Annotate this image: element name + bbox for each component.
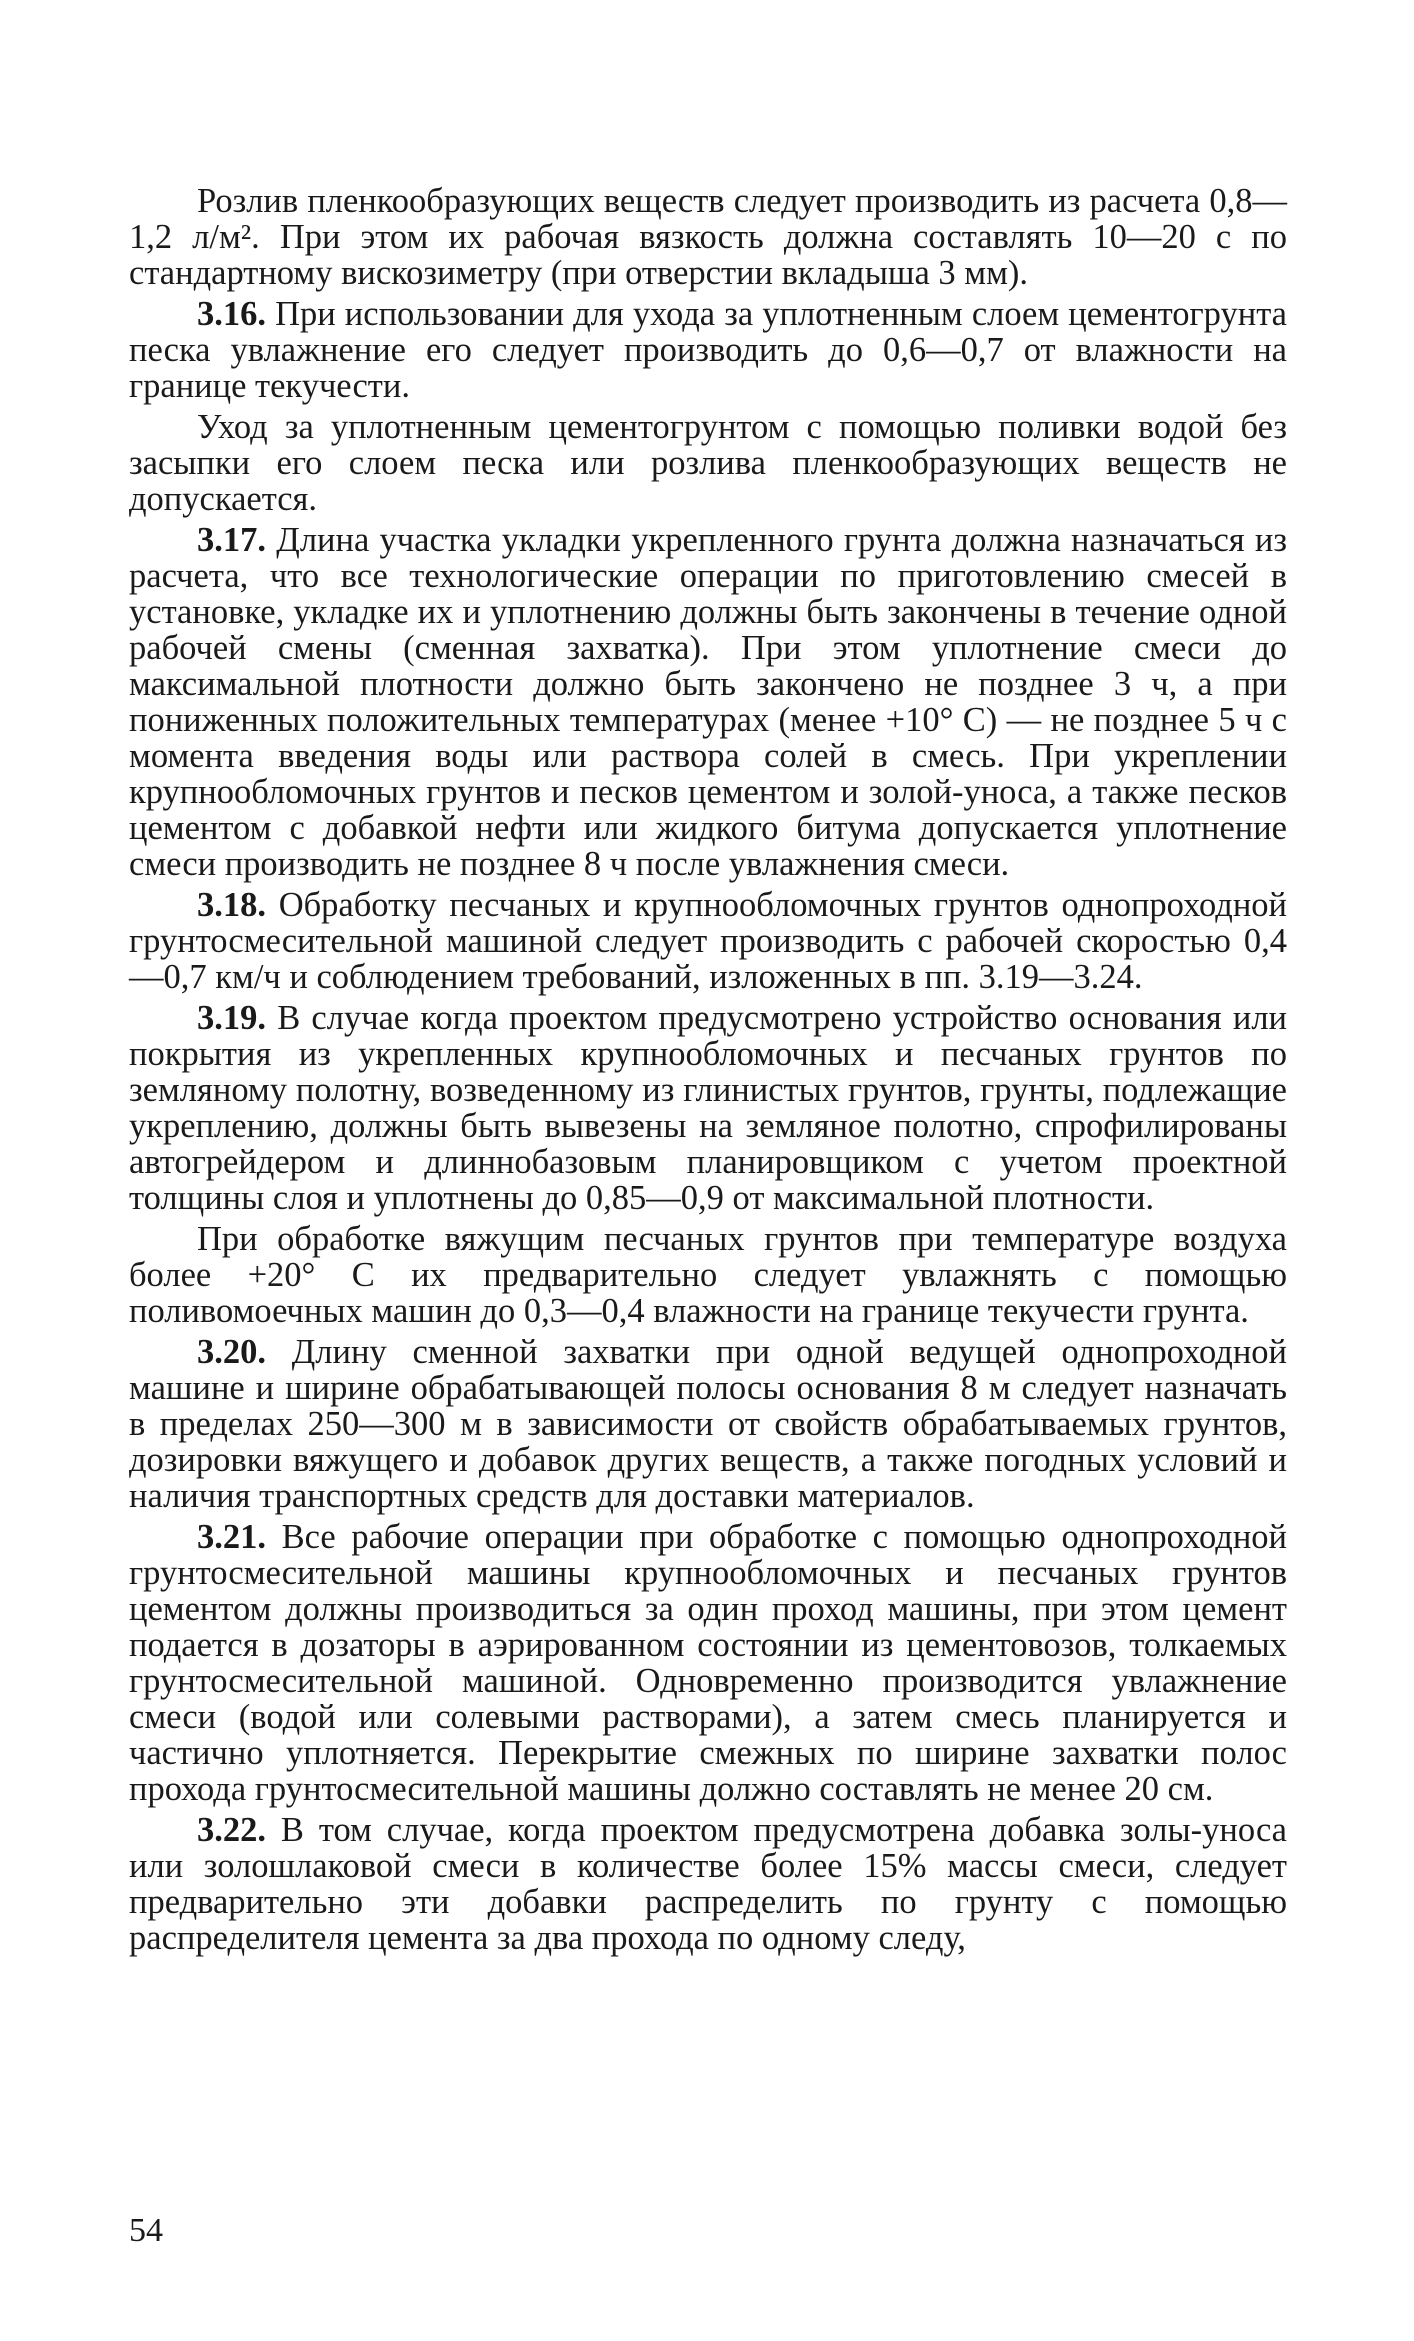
paragraph-text: Уход за уплотненным цементогрунтом с помощью поливки водой без засыпки его слоем песка или розлива пленкообразующих веществ не допускается. xyxy=(129,408,1287,518)
paragraph xyxy=(129,1221,1287,1329)
paragraph xyxy=(129,1000,1287,1216)
paragraph xyxy=(129,522,1287,882)
page-number: 54 xyxy=(129,2212,163,2249)
paragraph xyxy=(129,183,1287,291)
paragraph xyxy=(129,1812,1287,1956)
paragraph-text: В случае когда проектом предусмотрено устройство основания или покрытия из укрепленных крупнообломочных и песчаных грунтов по земляному полотну, возведенному из глинистых грунтов, грунты, подлежащие укреплению, должны быть вывезены на земляное полотно, спрофилированы автогрейдером и длиннобазовым планировщиком с учетом проектной толщины слоя и уплотнены до 0,85—0,9 от максимальной плотности. xyxy=(129,999,1287,1217)
clause-number: 3.22. xyxy=(197,1811,266,1849)
paragraph xyxy=(129,409,1287,517)
clause-number: 3.17. xyxy=(197,521,266,559)
clause-number: 3.19. xyxy=(197,999,266,1037)
clause-number: 3.18. xyxy=(197,886,266,924)
paragraph xyxy=(129,1519,1287,1807)
paragraph-text: При обработке вяжущим песчаных грунтов при температуре воздуха более +20° С их предварительно следует увлажнять с помощью поливомоечных машин до 0,3—0,4 влажности на границе текучести грунта. xyxy=(129,1220,1287,1330)
clause-number: 3.16. xyxy=(197,295,266,333)
paragraph-text: В том случае, когда проектом предусмотрена добавка золы-уноса или золошлаковой смеси в количестве более 15% массы смеси, следует предварительно эти добавки распределить по грунту с помощью распределителя цемента за два прохода по одному следу, xyxy=(129,1811,1287,1957)
paragraph-text: Розлив пленкообразующих веществ следует производить из расчета 0,8—1,2 л/м². При этом их рабочая вязкость должна составлять 10—20 с по стандартному вискозиметру (при отверстии вкладыша 3 мм). xyxy=(129,182,1287,292)
paragraph-text: При использовании для ухода за уплотненным слоем цементогрунта песка увлажнение его следует производить до 0,6—0,7 от влажности на границе текучести. xyxy=(129,295,1287,405)
paragraph-text: Обработку песчаных и крупнообломочных грунтов однопроходной грунтосмесительной машиной следует производить с рабочей скоростью 0,4—0,7 км/ч и соблюдением требований, изложенных в пп. 3.19—3.24. xyxy=(129,886,1287,996)
page-body-text xyxy=(129,183,1287,1961)
paragraph-text: Длина участка укладки укрепленного грунта должна назначаться из расчета, что все технологические операции по приготовлению смесей в установке, укладке их и уплотнению должны быть закончены в течение одной рабочей смены (сменная захватка). При этом уплотнение смеси до максимальной плотности должно быть закончено не позднее 3 ч, а при пониженных положительных температурах (менее +10° С) — не позднее 5 ч с момента введения воды или раствора солей в смесь. При укреплении крупнообломочных грунтов и песков цементом и золой-уноса, а также песков цементом с добавкой нефти или жидкого битума допускается уплотнение смеси производить не позднее 8 ч после увлажнения смеси. xyxy=(129,521,1287,883)
paragraph xyxy=(129,887,1287,995)
paragraph-text: Все рабочие операции при обработке с помощью однопроходной грунтосмесительной машины крупнообломочных и песчаных грунтов цементом должны производиться за один проход машины, при этом цемент подается в дозаторы в аэрированном состоянии из цементовозов, толкаемых грунтосмесительной машиной. Одновременно производится увлажнение смеси (водой или солевыми растворами), а затем смесь планируется и частично уплотняется. Перекрытие смежных по ширине захватки полос прохода грунтосмесительной машины должно составлять не менее 20 см. xyxy=(129,1518,1287,1808)
paragraph-text: Длину сменной захватки при одной ведущей однопроходной машине и ширине обрабатывающей полосы основания 8 м следует назначать в пределах 250—300 м в зависимости от свойств обрабатываемых грунтов, дозировки вяжущего и добавок других веществ, а также погодных условий и наличия транспортных средств для доставки материалов. xyxy=(129,1333,1287,1515)
paragraph xyxy=(129,296,1287,404)
paragraph xyxy=(129,1334,1287,1514)
clause-number: 3.21. xyxy=(197,1518,266,1556)
clause-number: 3.20. xyxy=(197,1333,266,1371)
